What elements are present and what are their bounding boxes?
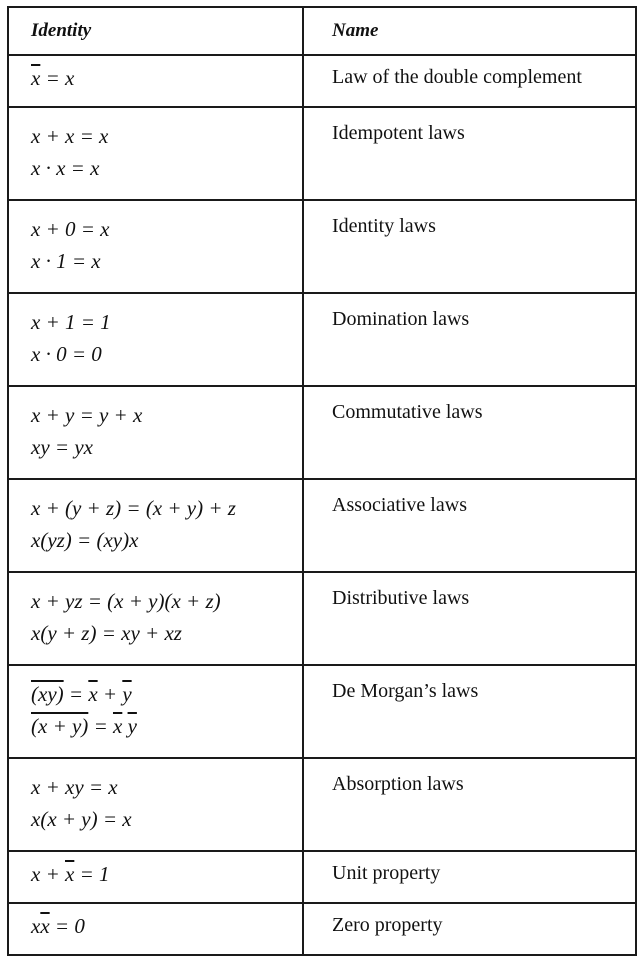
identity-line: $(x + y) = \overline{x}$ $\overline{y}$ (31, 714, 137, 738)
table-row (8, 107, 636, 200)
identity-cell (8, 758, 303, 851)
law-name: Distributive laws (303, 572, 636, 665)
identity-line: x(yz) = (xy)x (31, 528, 139, 552)
table-header-row (8, 7, 636, 55)
identity-line: x · 1 = x (31, 249, 101, 273)
header-name: Name (303, 7, 636, 55)
table-row (8, 758, 636, 851)
identity-line: x · 0 = 0 (31, 342, 102, 366)
identity-line: x + y = y + x (31, 403, 143, 427)
identity-line: x + xy = x (31, 775, 118, 799)
identity-line: $\overline{x} = x$ (31, 62, 302, 94)
law-name: Law of the double complement (303, 55, 636, 107)
identity-line: x + 0 = x (31, 217, 110, 241)
header-identity: Identity (8, 7, 303, 55)
identity-line: x + x = x (31, 124, 109, 148)
identity-cell (8, 55, 303, 107)
table-row (8, 851, 636, 903)
table-row (8, 386, 636, 479)
identity-cell (8, 200, 303, 293)
identity-cell (8, 572, 303, 665)
identity-line: x · x = x (31, 156, 100, 180)
identity-cell (8, 107, 303, 200)
table-row (8, 572, 636, 665)
table-row (8, 293, 636, 386)
law-name: De Morgan’s laws (303, 665, 636, 758)
identity-line: $(xy) = \overline{x} + \overline{y}$ (31, 682, 132, 706)
table-row (8, 479, 636, 572)
identity-line: x + 1 = 1 (31, 310, 111, 334)
identity-cell (8, 665, 303, 758)
identity-line: x + yz = (x + y)(x + z) (31, 589, 221, 613)
identity-line: x + (y + z) = (x + y) + z (31, 496, 236, 520)
table-row (8, 903, 636, 955)
law-name: Commutative laws (303, 386, 636, 479)
law-name: Idempotent laws (303, 107, 636, 200)
law-name: Unit property (303, 851, 636, 903)
identity-line: x(x + y) = x (31, 807, 132, 831)
table-row (8, 200, 636, 293)
identity-line: xy = yx (31, 435, 93, 459)
identity-cell (8, 293, 303, 386)
identity-line: x(y + z) = xy + xz (31, 621, 182, 645)
identity-cell (8, 851, 303, 903)
table-row (8, 55, 636, 107)
table-row (8, 665, 636, 758)
law-name: Identity laws (303, 200, 636, 293)
identity-cell (8, 386, 303, 479)
law-name: Absorption laws (303, 758, 636, 851)
law-name: Zero property (303, 903, 636, 955)
boolean-identities-table (7, 6, 637, 956)
law-name: Associative laws (303, 479, 636, 572)
identity-cell (8, 903, 303, 955)
identity-line: $x\overline{x} = 0$ (31, 914, 85, 938)
law-name: Domination laws (303, 293, 636, 386)
identity-line: $x + \overline{x} = 1$ (31, 862, 110, 886)
identity-cell (8, 479, 303, 572)
